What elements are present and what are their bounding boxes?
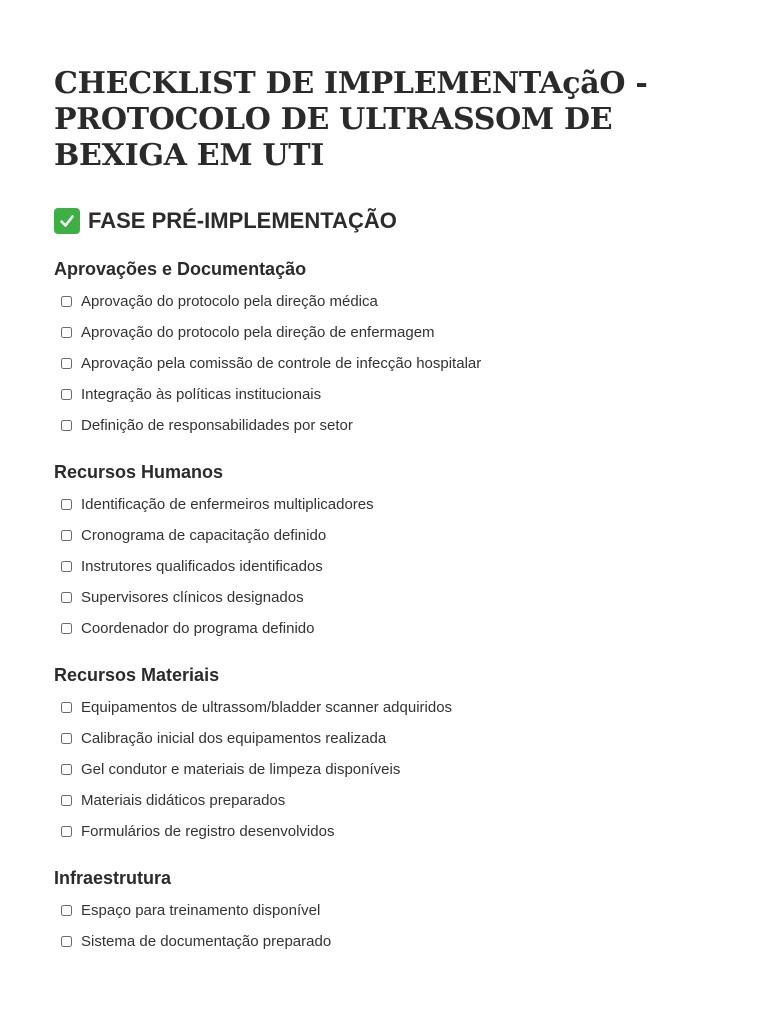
section-infraestrutura	[54, 865, 714, 957]
checkbox[interactable]	[61, 826, 72, 837]
checklist-item[interactable]	[54, 551, 714, 582]
checklist-item-label: Supervisores clínicos designados	[81, 589, 304, 606]
checklist-item[interactable]	[54, 785, 714, 816]
section-aprovacoes	[54, 256, 714, 441]
checkbox[interactable]	[61, 296, 72, 307]
checklist-item-label: Calibração inicial dos equipamentos realizada	[81, 730, 387, 747]
checklist-item[interactable]	[54, 895, 714, 926]
checklist-item-label: Identificação de enfermeiros multiplicadores	[81, 496, 374, 513]
checklist	[54, 489, 714, 644]
checkbox[interactable]	[61, 764, 72, 775]
checklist-item-label: Espaço para treinamento disponível	[81, 902, 321, 919]
checklist-item[interactable]	[54, 613, 714, 644]
checkbox[interactable]	[61, 702, 72, 713]
checklist	[54, 692, 714, 847]
checklist-item-label: Coordenador do programa definido	[81, 620, 315, 637]
checklist-item[interactable]	[54, 582, 714, 613]
checklist-item[interactable]	[54, 816, 714, 847]
checkbox[interactable]	[61, 733, 72, 744]
checkbox[interactable]	[61, 795, 72, 806]
checklist-item-label: Sistema de documentação preparado	[81, 933, 332, 950]
section-recursos-materiais	[54, 662, 714, 847]
check-mark-glyph	[58, 212, 76, 230]
checklist-item[interactable]	[54, 317, 714, 348]
checklist-item[interactable]	[54, 926, 714, 957]
checklist-item-label: Formulários de registro desenvolvidos	[81, 823, 335, 840]
section-title: Recursos Humanos	[54, 462, 224, 482]
checklist-item-label: Aprovação do protocolo pela direção de enfermagem	[81, 324, 435, 341]
checkbox[interactable]	[61, 561, 72, 572]
checklist-item-label: Instrutores qualificados identificados	[81, 558, 323, 575]
checkbox[interactable]	[61, 420, 72, 431]
section-title: Infraestrutura	[54, 868, 172, 888]
checklist-item-label: Definição de responsabilidades por setor	[81, 417, 353, 434]
section-title: Aprovações e Documentação	[54, 259, 307, 279]
checklist-item[interactable]	[54, 379, 714, 410]
checkbox[interactable]	[61, 623, 72, 634]
checklist	[54, 286, 714, 441]
checklist-item[interactable]	[54, 520, 714, 551]
checklist-item-label: Materiais didáticos preparados	[81, 792, 286, 809]
checkbox[interactable]	[61, 936, 72, 947]
phase-label: FASE PRÉ-IMPLEMENTAÇÃO	[88, 208, 397, 233]
checklist-item[interactable]	[54, 723, 714, 754]
page-title: CHECKLIST DE IMPLEMENTAçãO - PROTOCOLO DE ULTRASSOM DE BEXIGA EM UTI	[54, 66, 648, 173]
checkbox[interactable]	[61, 389, 72, 400]
checkbox[interactable]	[61, 530, 72, 541]
checklist-item[interactable]	[54, 754, 714, 785]
checklist-item-label: Gel condutor e materiais de limpeza disponíveis	[81, 761, 401, 778]
checklist-item-label: Cronograma de capacitação definido	[81, 527, 327, 544]
checkbox[interactable]	[61, 905, 72, 916]
checkbox[interactable]	[61, 327, 72, 338]
section-title: Recursos Materiais	[54, 665, 220, 685]
checklist-item[interactable]	[54, 692, 714, 723]
checklist-item[interactable]	[54, 489, 714, 520]
checklist-item-label: Aprovação pela comissão de controle de infecção hospitalar	[81, 355, 482, 372]
checklist-item-label: Integração às políticas institucionais	[81, 386, 322, 403]
checkbox[interactable]	[61, 358, 72, 369]
check-mark-icon	[54, 208, 80, 234]
checklist-item[interactable]	[54, 410, 714, 441]
checklist-item-label: Equipamentos de ultrassom/bladder scanner adquiridos	[81, 699, 453, 716]
checklist	[54, 895, 714, 957]
checklist-item[interactable]	[54, 286, 714, 317]
checkbox[interactable]	[61, 592, 72, 603]
checklist-item-label: Aprovação do protocolo pela direção médica	[81, 293, 378, 310]
section-recursos-humanos	[54, 459, 714, 644]
checkbox[interactable]	[61, 499, 72, 510]
phase-heading	[54, 206, 714, 236]
checklist-item[interactable]	[54, 348, 714, 379]
